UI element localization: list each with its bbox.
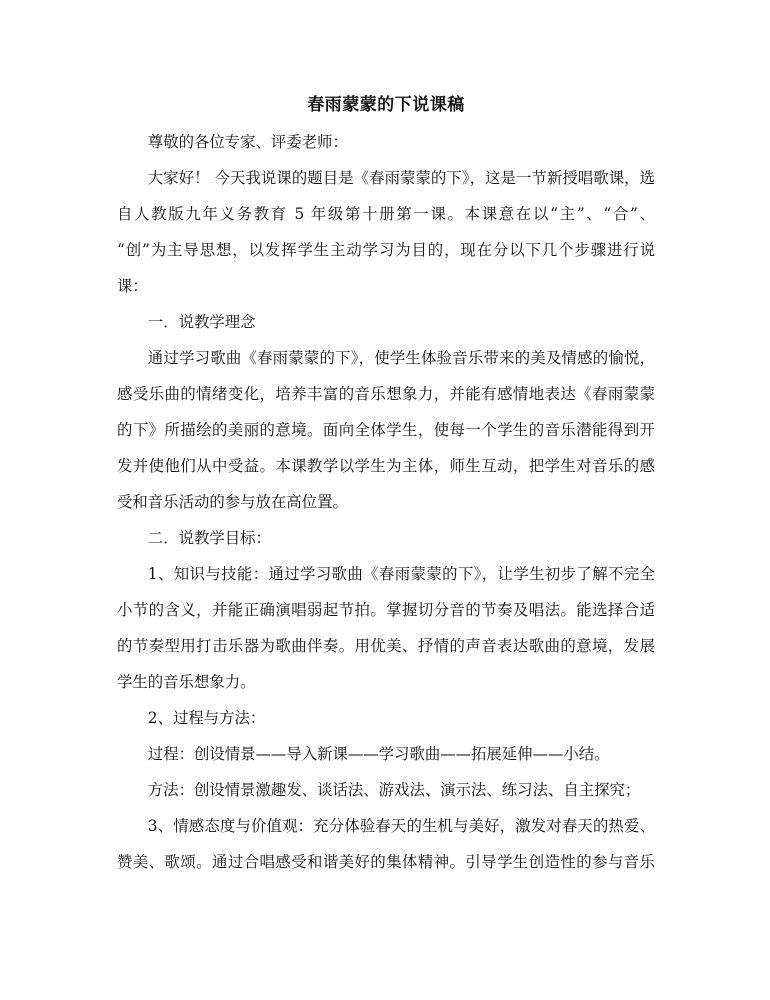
goal1-line-4: 学生的音乐想象力。 [117, 673, 256, 691]
greeting-text: 尊敬的各位专家、评委老师： [147, 133, 348, 151]
section1-line-4: 发并使他们从中受益。本课教学以学生为主体，师生互动，把学生对音乐的感 [117, 457, 655, 475]
goal2-heading-text: 2、过程与方法： [147, 709, 266, 727]
goal3-line-1: 3、情感态度与价值观：充分体验春天的生机与美好，激发对春天的热爱、 [147, 817, 655, 835]
goal1-line-3: 的节奏型用打击乐器为歌曲伴奏。用优美、抒情的声音表达歌曲的意境，发展 [117, 637, 655, 655]
section-heading-2-text: 二．说教学目标： [147, 529, 271, 547]
process-paragraph [117, 736, 655, 772]
method-paragraph [117, 772, 655, 808]
goal1-line-1: 1、知识与技能：通过学习歌曲《春雨蒙蒙的下》，让学生初步了解不完全 [147, 565, 655, 583]
section-heading-1-text: 一．说教学理念 [147, 313, 256, 331]
document-title: 春雨蒙蒙的下说课稿 [307, 95, 465, 115]
intro-line-4: 课： [117, 277, 148, 295]
method-text: 方法：创设情景激趣发、谈话法、游戏法、演示法、练习法、自主探究； [147, 781, 641, 799]
section1-line-1: 通过学习歌曲《春雨蒙蒙的下》，使学生体验音乐带来的美及情感的愉悦， [147, 349, 655, 367]
section1-line-3: 的下》所描绘的美丽的意境。面向全体学生，使每一个学生的音乐潜能得到开 [117, 421, 655, 439]
greeting-paragraph [117, 124, 655, 160]
goal2-heading [117, 700, 655, 736]
section-heading-2 [117, 520, 655, 556]
goal3-paragraph [117, 808, 655, 880]
intro-line-2: 自人教版九年义务教育 5 年级第十册第一课。本课意在以“主”、“合”、 [117, 205, 655, 223]
goal3-line-2: 赞美、歌颂。通过合唱感受和谐美好的集体精神。引导学生创造性的参与音乐 [117, 853, 655, 871]
section1-paragraph [117, 340, 655, 520]
process-text: 过程：创设情景——导入新课——学习歌曲——拓展延伸——小结。 [147, 745, 610, 763]
intro-paragraph [117, 160, 655, 304]
section1-line-2: 感受乐曲的情绪变化，培养丰富的音乐想象力，并能有感情地表达《春雨蒙蒙 [117, 385, 655, 403]
section1-line-5: 受和音乐活动的参与放在高位置。 [117, 493, 348, 511]
section-heading-1 [117, 304, 655, 340]
goal1-paragraph [117, 556, 655, 700]
intro-line-3: “创”为主导思想，以发挥学生主动学习为目的，现在分以下几个步骤进行说 [117, 241, 655, 259]
document-page [117, 88, 655, 880]
goal1-line-2: 小节的含义，并能正确演唱弱起节拍。掌握切分音的节奏及唱法。能选择合适 [117, 601, 655, 619]
intro-line-1: 大家好！ 今天我说课的题目是《春雨蒙蒙的下》，这是一节新授唱歌课，选 [147, 169, 655, 187]
